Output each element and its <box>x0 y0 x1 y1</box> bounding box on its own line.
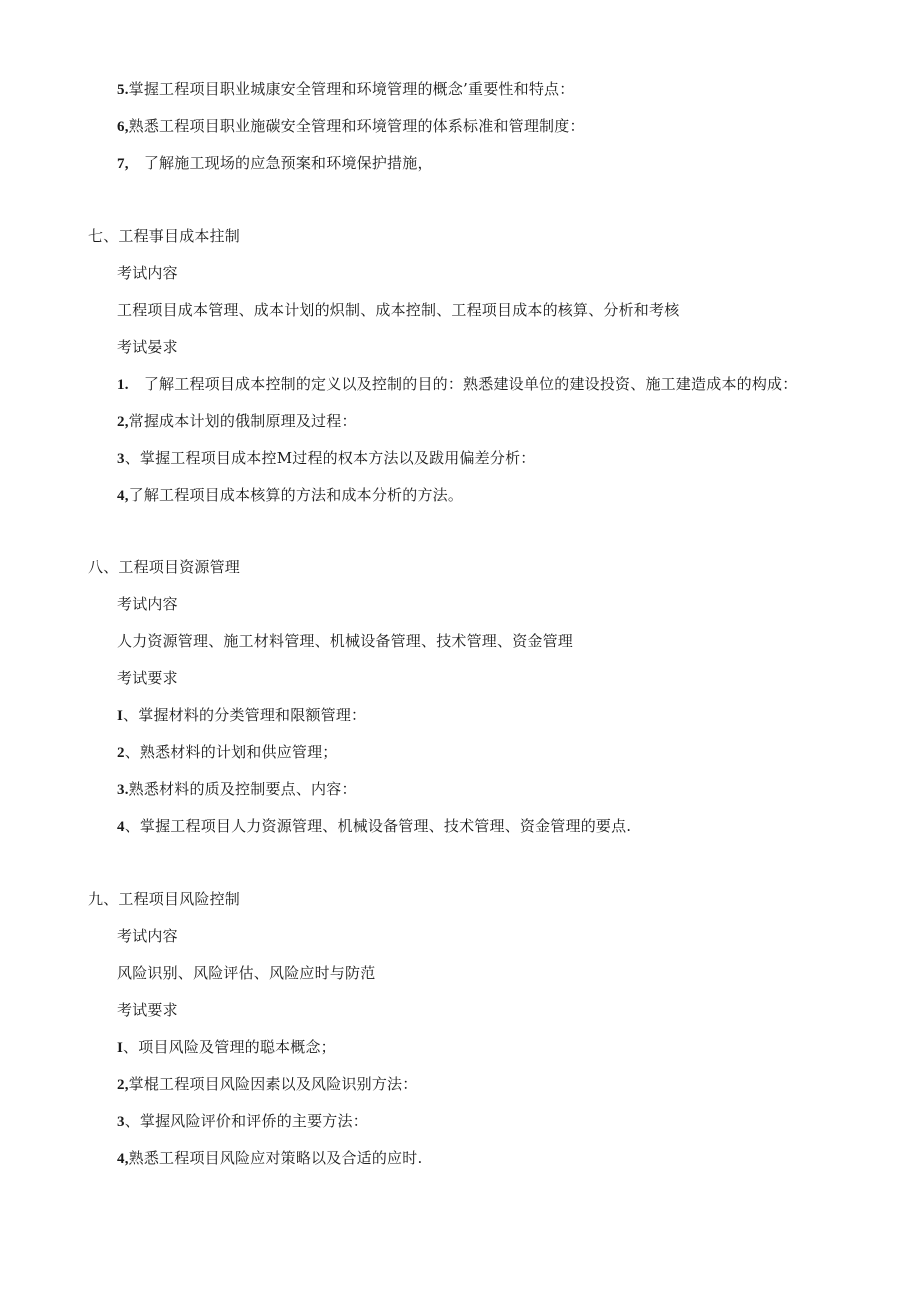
item-text: 了解施工现场的应急预案和环境保护措施， <box>128 154 433 172</box>
item-number: I <box>117 1040 124 1056</box>
list-item <box>117 742 338 763</box>
item-number: 3. <box>117 782 129 798</box>
section-heading: 八、工程项目资源管理 <box>88 558 241 576</box>
item-number: 2, <box>117 414 129 430</box>
item-number: 4, <box>117 488 129 504</box>
list-item <box>117 816 631 837</box>
section-heading: 九、工程项目风险控制 <box>88 890 241 908</box>
item-text: 了解工程项目成本控制的定义以及控制的目的：熟悉建设单位的建设投资、施工建造成本的构成： <box>128 375 798 393</box>
item-number: I <box>117 708 124 724</box>
item-text: 常握成本计划的俄制原理及过程： <box>128 412 357 430</box>
item-text: 掌握工程项目职业城康安全管理和环境管理的概念’重要性和特点： <box>128 80 575 98</box>
list-item <box>117 374 797 395</box>
item-number: 3 <box>117 451 125 467</box>
list-item <box>117 448 535 469</box>
item-number: 2 <box>117 745 125 761</box>
content-label: 考试内容 <box>117 927 178 945</box>
list-item <box>117 1111 368 1132</box>
requirements-label: 考试要求 <box>117 1001 178 1019</box>
item-text: 、掌握风险评价和评侨的主要方法： <box>124 1112 368 1130</box>
list-item <box>117 1148 422 1169</box>
requirements-label: 考试要求 <box>117 669 178 687</box>
list-item <box>117 79 574 100</box>
item-text: 、熟悉材料的计划和供应管理； <box>124 743 338 761</box>
list-item <box>117 705 366 726</box>
item-text: 熟悉工程项目风险应对策略以及合适的应时. <box>128 1149 423 1167</box>
item-text: 、项目风险及管理的聪本概念； <box>123 1038 336 1056</box>
list-item <box>117 411 357 432</box>
item-number: 2, <box>117 1077 129 1093</box>
list-item <box>117 1037 336 1058</box>
item-number: 3 <box>117 1114 125 1130</box>
content-text: 人力资源管理、施工材料管理、机械设备管理、技术管理、资金管理 <box>117 632 574 650</box>
item-number: 1. <box>117 377 129 393</box>
list-item <box>117 1074 417 1095</box>
item-number: 6, <box>117 119 129 135</box>
item-number: 5. <box>117 82 129 98</box>
item-number: 4, <box>117 1151 129 1167</box>
content-label: 考试内容 <box>117 595 178 613</box>
item-number: 7, <box>117 156 129 172</box>
item-number: 4 <box>117 819 125 835</box>
item-text: 熟悉材料的质及控制要点、内容： <box>128 780 357 798</box>
requirements-label: 考试晏求 <box>117 338 178 356</box>
item-text: 、掌握材料的分类管理和限额管理： <box>123 706 367 724</box>
list-item <box>117 153 433 174</box>
list-item <box>117 779 357 800</box>
content-label: 考试内容 <box>117 264 178 282</box>
item-text: 、掌握工程项目人力资源管理、机械设备管理、技术管理、资金管理的要点. <box>124 817 632 835</box>
item-text: 掌棍工程项目风险因素以及风险识别方法： <box>128 1075 418 1093</box>
item-text: 了解工程项目成本核算的方法和成本分析的方法。 <box>128 486 464 504</box>
list-item <box>117 485 463 506</box>
item-text: 、掌握工程项目成本控M过程的权本方法以及跋用偏差分析： <box>124 449 536 467</box>
list-item <box>117 116 585 137</box>
content-text: 工程项目成本管理、成本计划的炽制、成本控制、工程项目成本的核算、分析和考核 <box>117 301 680 319</box>
item-text: 熟悉工程项目职业施碳安全管理和环境管理的体系标准和管理制度： <box>128 117 585 135</box>
section-heading: 七、工程事目成本拄制 <box>88 227 241 245</box>
content-text: 风险识别、风险评估、风险应时与防范 <box>117 964 376 982</box>
